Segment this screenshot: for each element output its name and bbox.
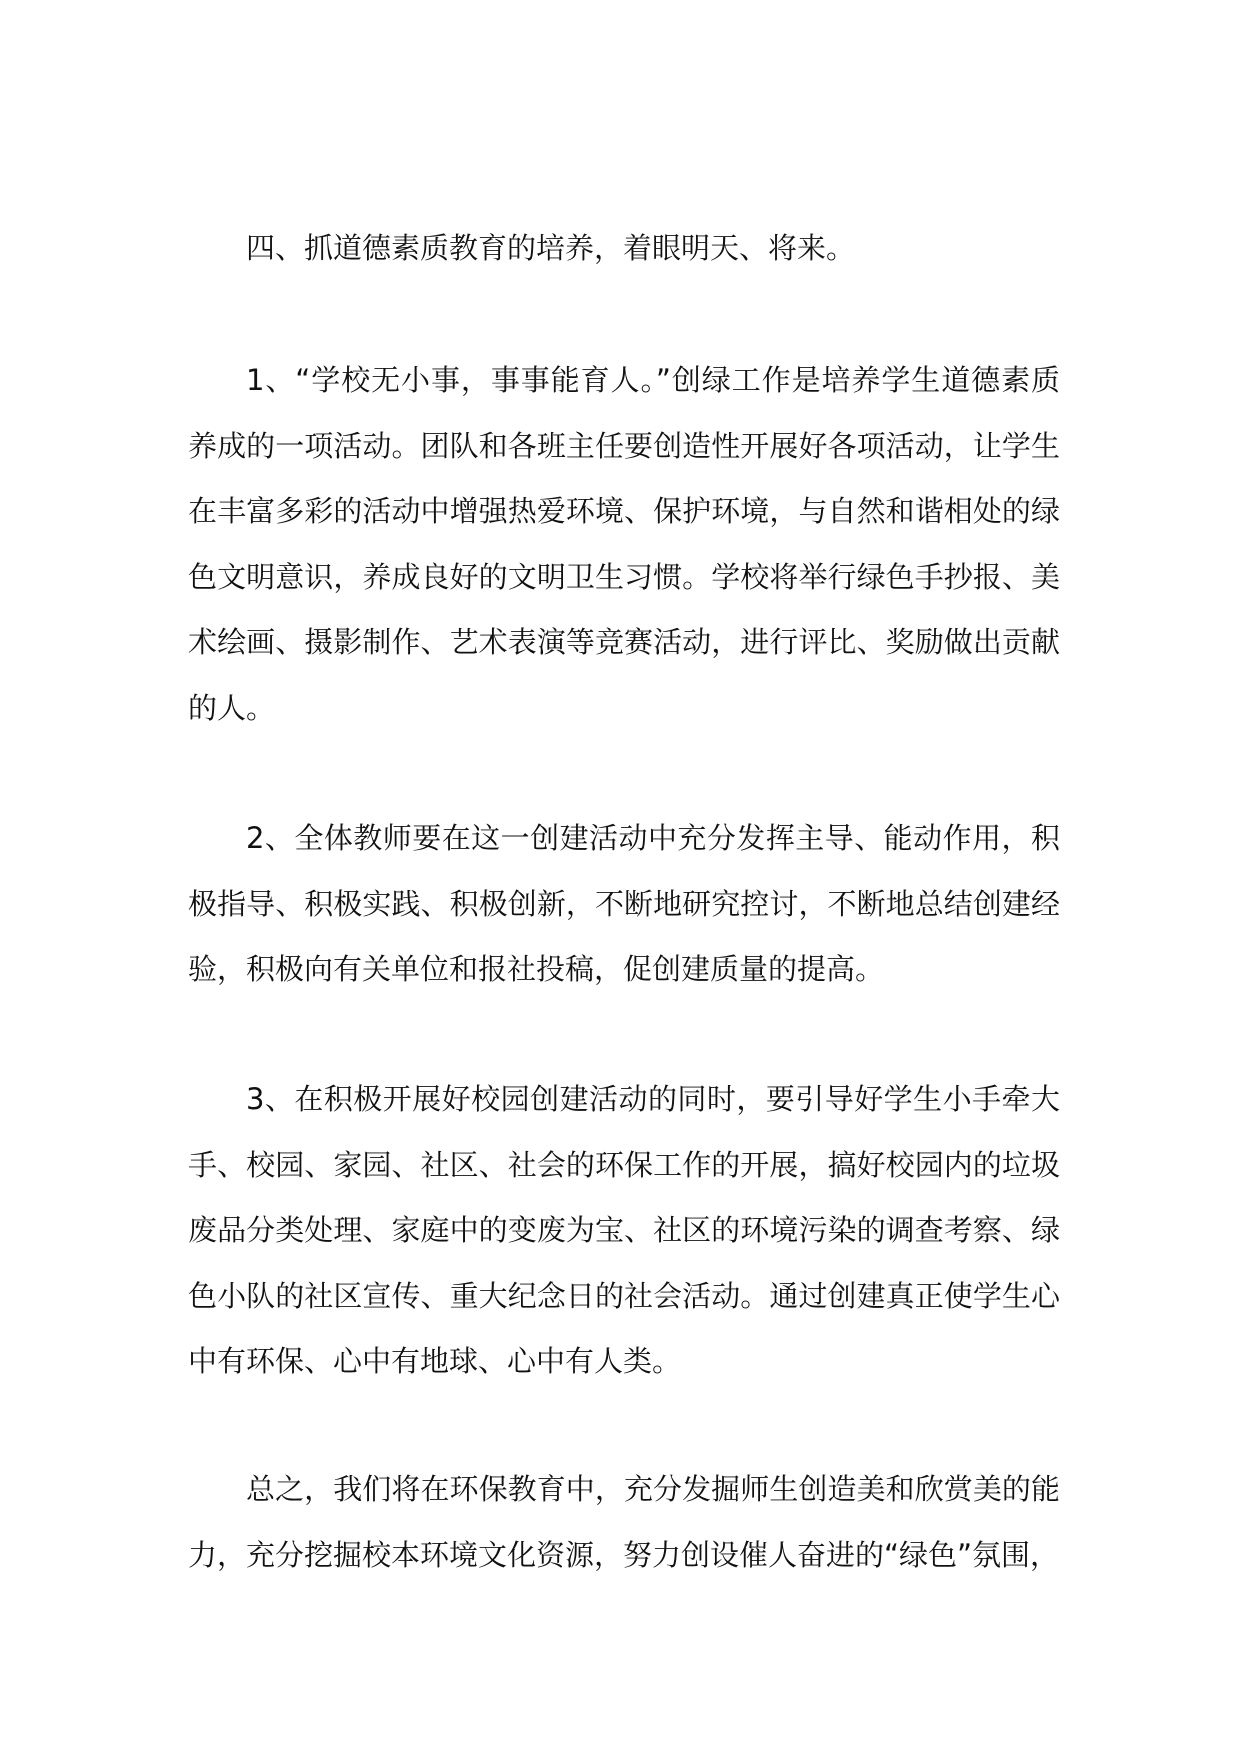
summary-paragraph: 总之，我们将在环保教育中，充分发掘师生创造美和欣赏美的能力，充分挖掘校本环境文化资源，努力创设催人奋进的“绿色”氛围， (188, 1472, 1060, 1572)
paragraph-item-3: 3、在积极开展好校园创建活动的同时，要引导好学生小手牵大手、校园、家园、社区、社会的环保工作的开展，搞好校园内的垃圾废品分类处理、家庭中的变废为宝、社区的环境污染的调查考察、绿色小队的社区宣传、重大纪念日的社会活动。通过创建真正使学生心中有环保、心中有地球、心中有人类。 (188, 1082, 1060, 1378)
section-heading-paragraph: 四、抓道德素质教育的培养，着眼明天、将来。 (246, 231, 856, 265)
paragraph-item-2: 2、全体教师要在这一创建活动中充分发挥主导、能动作用，积极指导、积极实践、积极创新，不断地研究控讨，不断地总结创建经验，积极向有关单位和报社投稿，促创建质量的提高。 (188, 821, 1060, 986)
paragraph-item-1: 1、“学校无小事，事事能育人。”创绿工作是培养学生道德素质养成的一项活动。团队和各班主任要创造性开展好各项活动，让学生在丰富多彩的活动中增强热爱环境、保护环境，与自然和谐相处的绿色文明意识，养成良好的文明卫生习惯。学校将举行绿色手抄报、美术绘画、摄影制作、艺术表演等竞赛活动，进行评比、奖励做出贡献的人。 (188, 363, 1060, 725)
